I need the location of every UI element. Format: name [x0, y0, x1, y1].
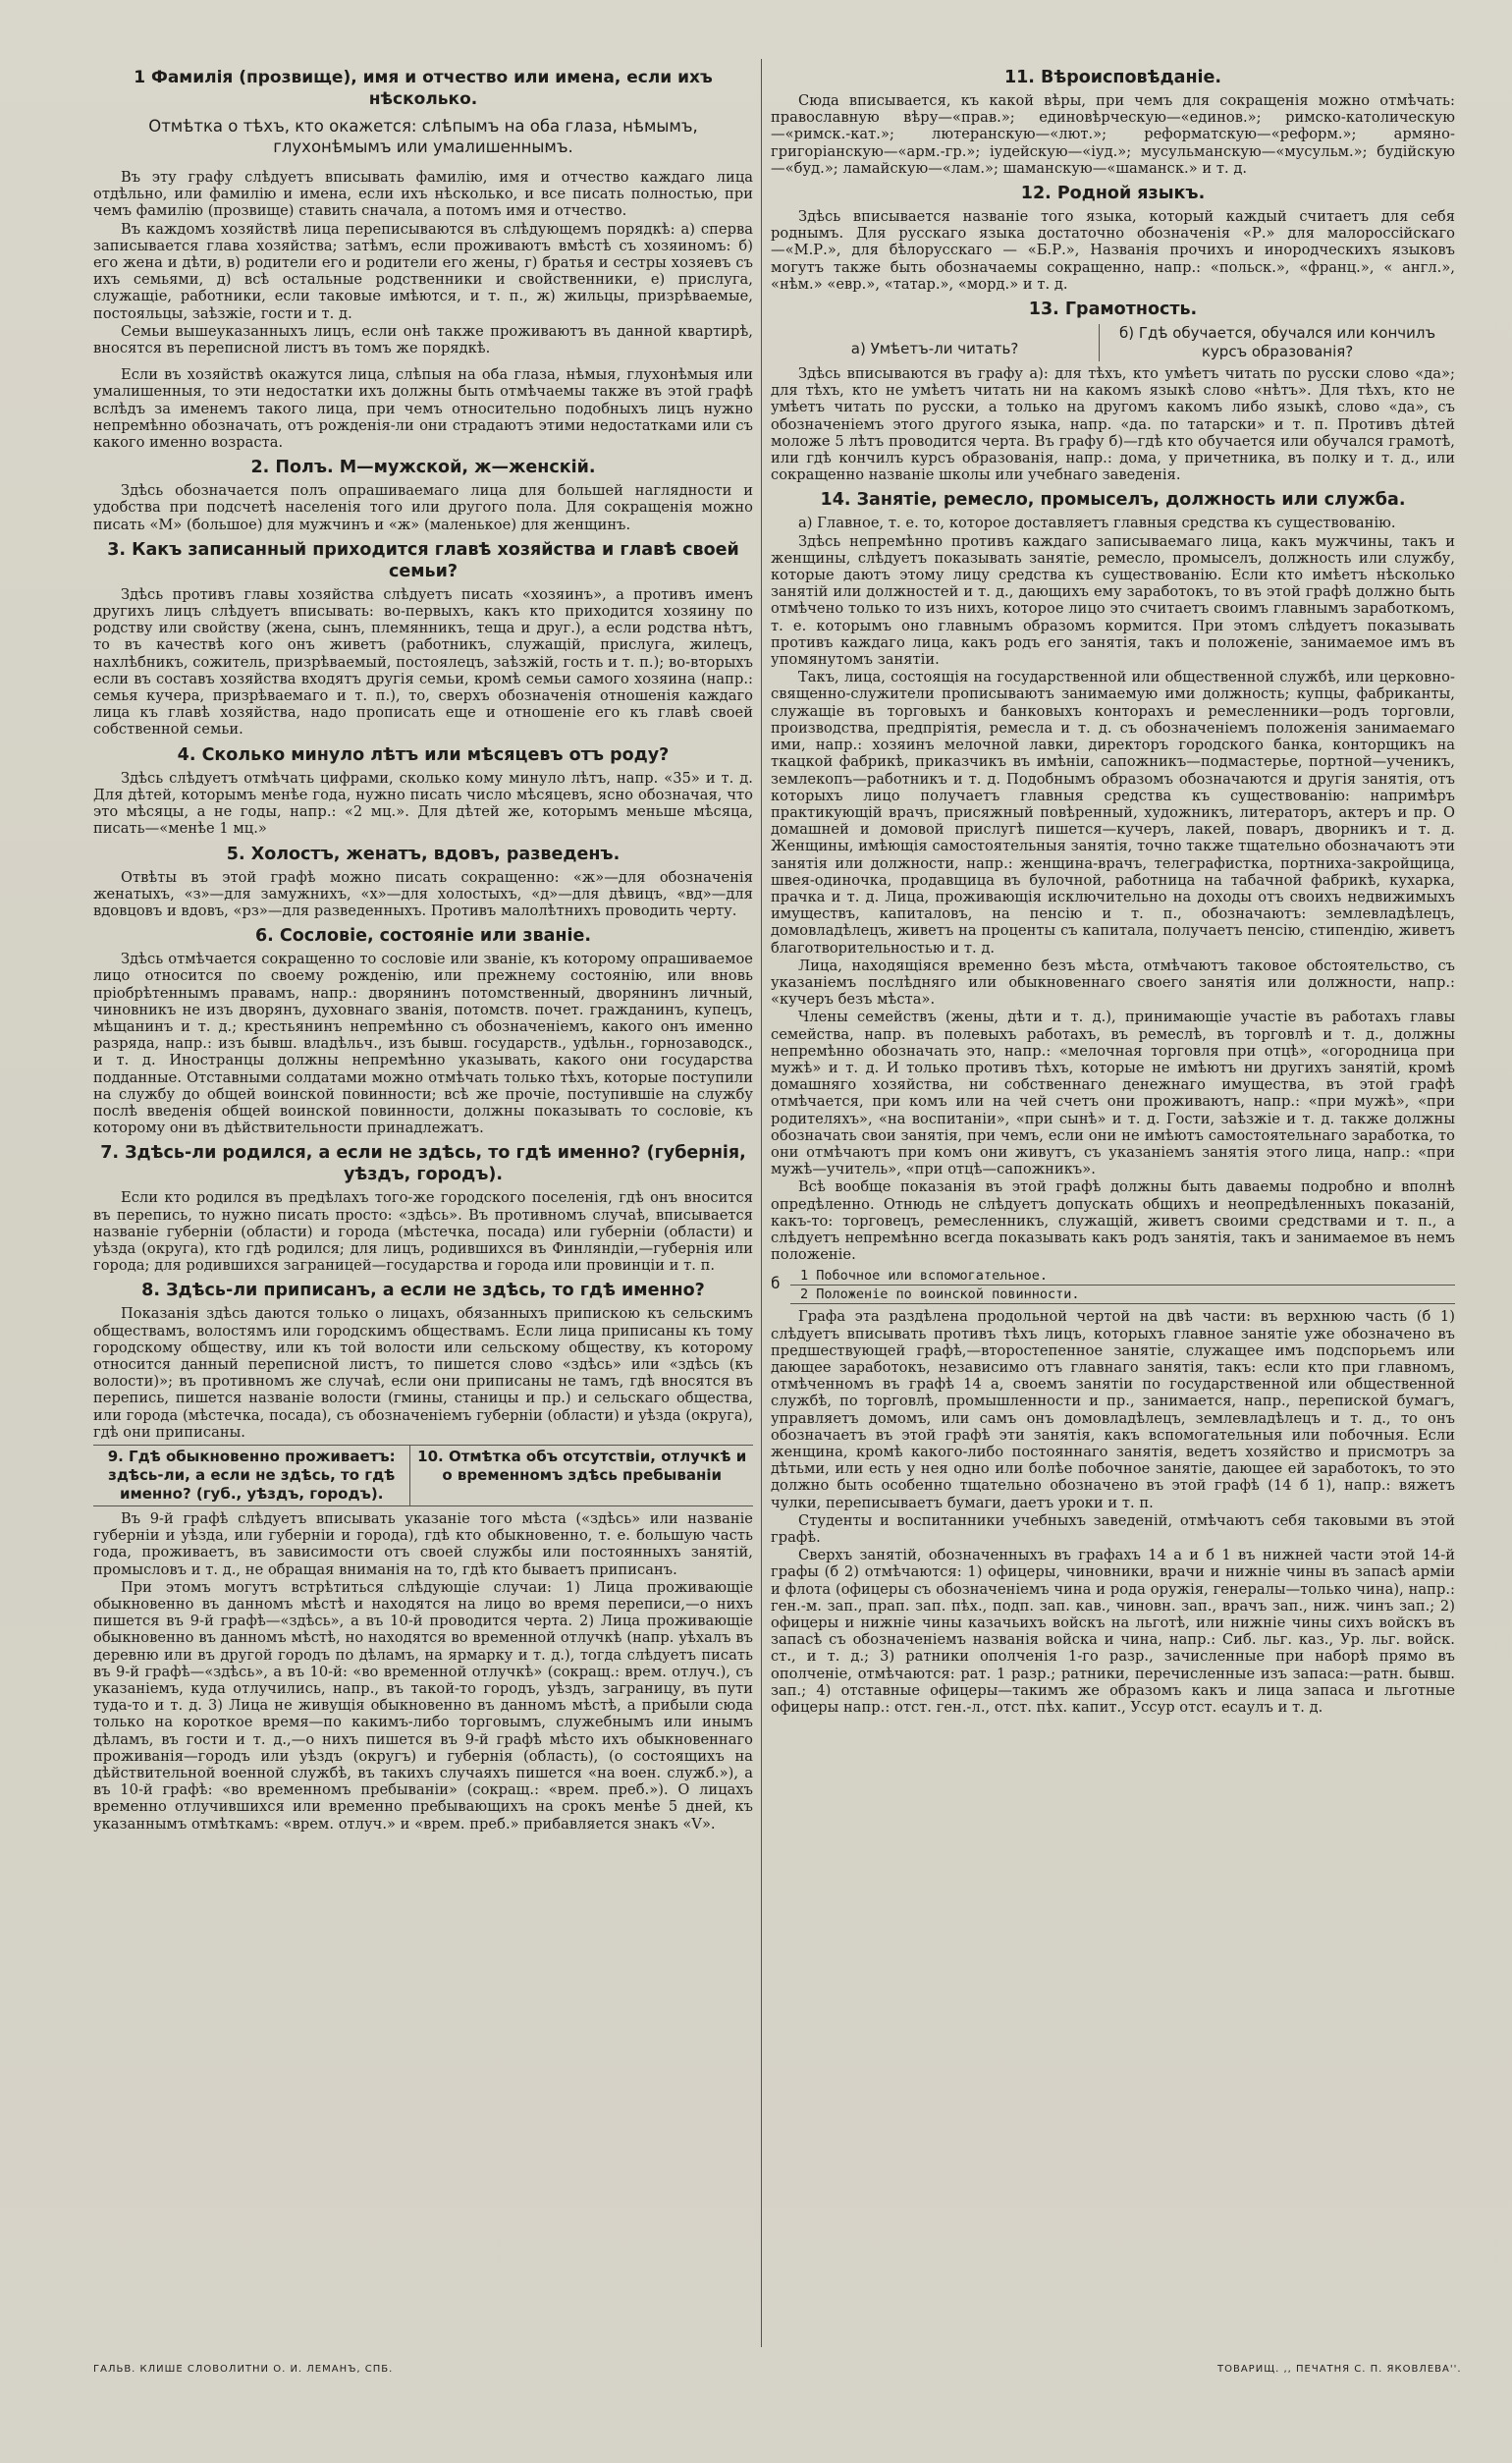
section-1-subtitle: Отмѣтка о тѣхъ, кто окажется: слѣпымъ на оба глаза, нѣмымъ, глухонѣмымъ или умалишеннымъ. [148, 117, 698, 156]
box-line-2: 2 Положеніе по воинской повинности. [790, 1286, 1455, 1304]
box-letter: б [771, 1274, 781, 1293]
paragraph: Такъ, лица, состоящія на государственной или общественной службѣ, или церковно-священно-служители прописываютъ занимаемую ими должность; купцы, фабриканты, служащіе въ торговыхъ и банковыхъ конторахъ и ремесленники—родъ торговли, производства, предпріятія, ремесла и т. д. съ обозначеніемъ положенія занимаемаго ими, напр.: хозяинъ мелочной лавки, директоръ городского банка, конторщикъ на ткацкой фабрикѣ, приказчикъ въ имѣніи, сапожникъ—подмастерье, портной—ученикъ, землекопъ—работникъ и т. д. Подобнымъ образомъ обозначаются и другія занятія, отъ которыхъ лицо получаетъ главныя средства къ существованію: напримѣръ практикующій врачъ, присяжный повѣренный, художникъ, литераторъ, актеръ и пр. О домашней и домовой прислугѣ пишется—кучеръ, лакей, поваръ, дворникъ и т. д. Женщины, имѣющія самостоятельныя занятія, точно также тщательно обозначаютъ эти занятія или должности, напр.: женщина-врачъ, телеграфистка, портниха-закройщица, швея-одиночка, продавщица въ булочной, работница на табачной фабрикѣ, кухарка, прачка и т. д. Лица, проживающія исключительно на доходы отъ своихъ недвижимыхъ имуществъ, капиталовъ, на пенсію и т. п., обозначаютъ: землевладѣлецъ, домовладѣлецъ, живетъ на проценты съ капитала, получаетъ пенсію, стипендію, живетъ благотворительностью и т. д. [771, 669, 1455, 957]
section-2-title: 2. Полъ. М—мужской, ж—женскій. [250, 458, 596, 478]
section-14-title: 14. Занятіе, ремесло, промыселъ, должность или служба. [820, 490, 1406, 511]
paragraph: Въ каждомъ хозяйствѣ лица переписываются въ слѣдующемъ порядкѣ: а) сперва записывается глава хозяйства; затѣмъ, если проживаютъ вмѣстѣ съ хозяиномъ: б) его жена и дѣти, в) родители его и родители его жены, г) братья и сестры хозяевъ съ ихъ семьями, д) всѣ остальные родственники и свойственники, е) прислуга, служащіе, работники, если таковые имѣются, и т. п., ж) жильцы, призрѣваемые, постояльцы, заѣзжіе, гости и т. д. [93, 220, 753, 322]
section-5-title: 5. Холостъ, женатъ, вдовъ, разведенъ. [226, 844, 621, 864]
left-column [93, 61, 753, 1833]
paragraph: Студенты и воспитанники учебныхъ заведеній, отмѣчаютъ себя таковыми въ этой графѣ. [771, 1511, 1455, 1547]
column-divider [761, 59, 762, 2347]
section-14b-box [771, 1267, 1455, 1304]
paragraph: Графа эта раздѣлена продольной чертой на двѣ части: въ верхнюю часть (б 1) слѣдуетъ вписывать противъ тѣхъ лицъ, которыхъ главное занятіе уже обозначено въ предшествующей графѣ,—второстепенное занятіе, служащее имъ подспорьемъ или дающее заработокъ, независимо отъ главнаго занятія, такъ: если кто при главномъ, отмѣченномъ въ графѣ 14 а, своемъ занятіи по государственной или общественной службѣ, по торговлѣ, промышленности и пр., занимается, напр., перепиской бумагъ, управляетъ домомъ, или самъ онъ домовладѣлецъ, землевладѣлецъ и т. д., то онъ обозначаетъ въ этой графѣ эти занятія, какъ вспомогательныя или побочныя. Если женщина, кромѣ какого-либо постояннаго занятія, ведетъ хозяйство и присмотръ за дѣтьми, или есть у нея одно или болѣе побочное занятіе, дающее ей заработокъ, то это должно быть особенно тщательно обозначено въ этой графѣ (14 б 1), напр.: вяжетъ чулки, переписываетъ бумаги, даетъ уроки и т. п. [771, 1308, 1455, 1511]
paragraph: Если кто родился въ предѣлахъ того-же городского поселенія, гдѣ онъ вносится въ перепись, то нужно писать просто: «здѣсь». Въ противномъ случаѣ, вписывается названіе губерніи (области) и города (мѣстечка, посада) или губерніи (области) и уѣзда (округа), кто гдѣ родился; для лицъ, родившихся въ Финляндіи,—губернія или города; для родившихся заграницей—государства и города или провинціи и т. п. [93, 1189, 753, 1275]
paragraph: Показанія здѣсь даются только о лицахъ, обязанныхъ припискою къ сельскимъ обществамъ, волостямъ или городскимъ обществамъ. Если лица приписаны къ тому городскому обществу, или къ той волости или сельскому обществу, къ которому относится данный переписной листъ, то пишется слово «здѣсь» или «здѣсь (къ волости)»; въ противномъ же случаѣ, если они приписаны не тамъ, гдѣ вносятся въ перепись, пишется названіе волости (гмины, станицы и пр.) и сельскаго общества, или города (мѣстечка, посада), съ обозначеніемъ губерніи (области) и уѣзда (округа), гдѣ они приписаны. [93, 1305, 753, 1441]
paragraph: Семьи вышеуказанныхъ лицъ, если онѣ также проживаютъ въ данной квартирѣ, вносятся въ переписной листъ въ томъ же порядкѣ. [93, 322, 753, 357]
section-11-title: 11. Вѣроисповѣданіе. [1003, 68, 1222, 87]
paragraph: Здѣсь вписываются въ графу а): для тѣхъ, кто умѣетъ читать по русски слово «да»; для тѣхъ, кто не умѣетъ читать ни на какомъ языкѣ слово «нѣтъ». Для тѣхъ, кто не умѣетъ читать по русски, а только на другомъ какомъ либо языкѣ, слово «да», съ обозначеніемъ этого другого языка, напр. «да. по татарски» и т. п. Противъ дѣтей моложе 5 лѣтъ проводится черта. Въ графу б)—гдѣ кто обучается или обучался грамотѣ, или гдѣ кончилъ курсъ образованія, напр.: дома, у причетника, въ полку и т. д., или сокращенно названіе школы или учебнаго заведенія. [771, 365, 1455, 484]
section-10-title: 10. Отмѣтка объ отсутствіи, отлучкѣ и о временномъ здѣсь пребываніи [417, 1447, 747, 1484]
paragraph: Если въ хозяйствѣ окажутся лица, слѣпыя на оба глаза, нѣмыя, глухонѣмыя или умалишенныя, то эти недостатки ихъ должны быть отмѣчаемы также въ этой графѣ вслѣдъ за именемъ такого лица, при чемъ относительно подобныхъ лицъ нужно непремѣнно обозначать, отъ рожденія-ли они страдаютъ этими недостатками или съ какого именно возраста. [93, 366, 753, 452]
section-9-title: 9. Гдѣ обыкновенно проживаетъ: здѣсь-ли, а если не здѣсь, то гдѣ именно? (губ., уѣздъ, городъ). [93, 1446, 410, 1505]
paragraph: Въ 9-й графѣ слѣдуетъ вписывать указаніе того мѣста («здѣсь» или названіе губерніи и уѣзда, или губерніи и города), гдѣ кто обыкновенно, т. е. большую часть года, проживаетъ, въ зависимости отъ своей службы или постоянныхъ занятій, промысловъ и т. д., не обращая вниманія на то, гдѣ кто бываетъ приписанъ. [93, 1509, 753, 1578]
literacy-col-b: б) Гдѣ обучается, обучался или кончилъ курсъ образованія? [1099, 324, 1455, 361]
section-4-title: 4. Сколько минуло лѣтъ или мѣсяцевъ отъ роду? [177, 744, 670, 765]
box-line-1: 1 Побочное или вспомогательное. [790, 1267, 1455, 1286]
paragraph: а) Главное, т. е. то, которое доставляетъ главныя средства къ существованію. [798, 515, 1396, 532]
section-12-title: 12. Родной языкъ. [1020, 184, 1206, 204]
paragraph: Здѣсь отмѣчается сокращенно то сословіе или званіе, къ которому опрашиваемое лицо относится по своему рожденію, или прежнему состоянію, или вновь пріобрѣтеннымъ правамъ, напр.: дворянинъ потомственный, дворянинъ личный, чиновникъ не изъ дворянъ, духовнаго званія, потомств. почет. гражданинъ, купецъ, мѣщанинъ и т. д.; крестьянинъ непремѣнно съ обозначеніемъ, какого онъ именно разряда, напр.: изъ бывш. владѣльч., изъ бывш. государств., удѣльн., горнозаводск., и т. д. Иностранцы должны непремѣнно указывать, какого они государства подданные. Отставными солдатами можно отмѣчать только тѣхъ, которые поступили на службу до общей воинской повинности; всѣ же прочіе, поступившіе на службу послѣ введенія общей воинской повинности, должны показывать то сословіе, къ которому они въ дѣйствительности принадлежатъ. [93, 951, 753, 1137]
section-13-title: 13. Грамотность. [1028, 300, 1198, 320]
section-3-title: 3. Какъ записанный приходится главѣ хозяйства и главѣ своей семьи? [107, 539, 739, 581]
section-9-10-header [93, 1445, 753, 1506]
paragraph: Здѣсь вписывается названіе того языка, который каждый считаетъ для себя роднымъ. Для русскаго языка достаточно обозначенія «Р.» для малороссійскаго—«М.Р.», для бѣлорусскаго — «Б.Р.», Названія прочихъ и инородческихъ языковъ могутъ также быть обозначаемы сокращенно, напр.: «польск.», «франц.», « англ.», «нѣм.» «евр.», «татар.», «морд.» и т. д. [771, 208, 1455, 293]
paragraph: Въ эту графу слѣдуетъ вписывать фамилію, имя и отчество каждаго лица отдѣльно, или фамилію и имена, если ихъ нѣсколько, и все писать полностью, при чемъ фамилію (прозвище) ставить сначала, а потомъ имя и отчество. [93, 169, 753, 220]
paragraph: Члены семействъ (жены, дѣти и т. д.), принимающіе участіе въ работахъ главы семейства, напр. въ полевыхъ работахъ, въ ремеслѣ, въ торговлѣ и т. д., должны непремѣнно обозначать это, напр.: «мелочная торговля при отцѣ», «огородница при мужѣ» и т. д. И только противъ тѣхъ, которые не имѣютъ ни другихъ занятій, кромѣ домашняго хозяйства, ни собственнаго денежнаго имущества, въ этой графѣ отмѣчается, при комъ или на чей счетъ они проживаютъ, напр.: «при мужѣ», «при родителяхъ», «на воспитаніи», «при сынѣ» и т. д. Гости, заѣзжіе и т. д. также должны обозначать свои занятія, при чемъ, если они не имѣютъ самостоятельнаго заработка, то они отмѣчаютъ при комъ они живутъ, съ указаніемъ занятія этого лица, напр.: «при мужѣ—учитель», «при отцѣ—сапожникъ». [771, 1009, 1455, 1178]
paragraph: Здѣсь непремѣнно противъ каждаго записываемаго лица, какъ мужчины, такъ и женщины, слѣдуетъ показывать занятіе, ремесло, промыселъ, должность или службу, которые даютъ этому лицу средства къ существованію. Если кто имѣетъ нѣсколько занятій или должностей и т. д., дающихъ ему заработокъ, то въ этой графѣ должно быть отмѣчено только то изъ нихъ, которое лицо это считаетъ своимъ главнымъ заработкомъ, т. е. которымъ оно главнымъ образомъ кормится. При этомъ слѣдуетъ показывать противъ каждаго лица, какъ родъ его занятія, такъ и положеніе, занимаемое имъ въ упомянутомъ занятіи. [771, 532, 1455, 669]
paragraph: Отвѣты въ этой графѣ можно писать сокращенно: «ж»—для обозначенія женатыхъ, «з»—для замужнихъ, «х»—для холостыхъ, «д»—для дѣвицъ, «вд»—для вдовцовъ и вдовъ, «рз»—для разведенныхъ. Противъ малолѣтнихъ проводить черту. [93, 868, 753, 919]
section-6-title: 6. Сословіе, состояніе или званіе. [255, 926, 591, 947]
section-8-title: 8. Здѣсь-ли приписанъ, а если не здѣсь, то гдѣ именно? [141, 1281, 705, 1301]
printer-imprint-right: ТОВАРИЩ. ,, ПЕЧАТНЯ С. П. ЯКОВЛЕВА''. [1217, 2364, 1462, 2375]
right-column [771, 61, 1455, 1716]
paragraph: Здѣсь противъ главы хозяйства слѣдуетъ писать «хозяинъ», а противъ именъ другихъ лицъ слѣдуетъ вписывать: во-первыхъ, какъ кто приходится хозяину по родству или свойству (жена, сынъ, племянникъ, теща и друг.), а если родства нѣтъ, то въ качествѣ кого онъ живетъ (работникъ, служащій, прислуга, жилецъ, нахлѣбникъ, сожитель, призрѣваемый, постоялецъ, заѣзжій, гость и т. п.); во-вторыхъ если въ составъ хозяйства входятъ другія семьи, кромѣ семьи самого хозяина (напр.: семья кучера, призрѣваемаго и т. п.), то, сверхъ обозначенія отношенія каждаго лица къ главѣ хозяйства, надо прописать еще и отношеніе его къ главѣ своей собственной семьи. [93, 585, 753, 739]
paragraph: Сюда вписывается, къ какой вѣры, при чемъ для сокращенія можно отмѣчать: православную вѣру—«прав.»; единовѣрческую—«единов.»; римско-католическую—«римск.-кат.»; лютеранскую—«лют.»; реформатскую—«реформ.»; армяно-григоріанскую—«арм.-гр.»; іудейскую—«іуд.»; мусульманскую—«мусульм.»; будійскую—«буд.»; ламайскую—«лам.»; шаманскую—«шаманск.» и т. д. [771, 92, 1455, 177]
section-1-title: 1 Фамилія (прозвище), имя и отчество или имена, если ихъ нѣсколько. [134, 68, 713, 109]
printer-imprint-left: ГАЛЬВ. КЛИШЕ СЛОВОЛИТНИ О. И. ЛЕМАНЪ, СПБ. [93, 2364, 394, 2375]
section-7-title: 7. Здѣсь-ли родился, а если не здѣсь, то гдѣ именно? (губернія, уѣздъ, городъ). [100, 1143, 746, 1185]
paragraph: Сверхъ занятій, обозначенныхъ въ графахъ 14 а и б 1 въ нижней части этой 14-й графы (б 2) отмѣчаются: 1) офицеры, чиновники, врачи и нижніе чины въ запасѣ арміи и флота (офицеры съ обозначеніемъ чина и рода оружія, генералы—только чина), напр.: ген.-м. зап., прап. зап. пѣх., подп. зап. кав., чиновн. зап., врачъ зап., ниж. чинъ зап.; 2) офицеры и нижніе чины казачьихъ войскъ на льготѣ, или нижніе чины сихъ войскъ въ запасѣ съ обозначеніемъ названія войска и чина, напр.: Сиб. льг. каз., Ур. льг. войск. ст., и т. д.; 3) ратники ополченія 1-го разр., зачисленные при наборѣ прямо въ ополченіе, отмѣчаются: рат. 1 разр.; ратники, перечисленные изъ запаса:—ратн. бывш. зап.; 4) отставные офицеры—такимъ же образомъ какъ и лица запаса и льготные офицеры напр.: отст. ген.-л., отст. пѣх. капит., Уссур отст. есаулъ и т. д. [771, 1547, 1455, 1717]
paragraph: При этомъ могутъ встрѣтиться слѣдующіе случаи: 1) Лица проживающіе обыкновенно въ данномъ мѣстѣ и находятся на лицо во время переписи,—о нихъ пишется въ 9-й графѣ—«здѣсь», а въ 10-й проводится черта. 2) Лица проживающіе обыкновенно въ данномъ мѣстѣ, но находятся во временной отлучкѣ (напр. уѣхалъ въ деревню или въ другой городъ по дѣламъ, на ярмарку и т. д.), тогда слѣдуетъ писать въ 9-й графѣ—«здѣсь», а въ 10-й: «во временной отлучкѣ» (сокращ.: врем. отлуч.), съ указаніемъ, куда отлучились, напр., въ такой-то городъ, уѣздъ, заграницу, въ пути туда-то и т. д. 3) Лица не живущія обыкновенно въ данномъ мѣстѣ, а прибыли сюда только на короткое время—по какимъ-либо торговымъ, служебнымъ или инымъ дѣламъ, въ гости и т. д.,—о нихъ пишется въ 9-й графѣ мѣсто ихъ обыкновеннаго проживанія—городъ или уѣздъ (округъ) и губернія (область), (о состоящихъ на дѣйствительной военной службѣ, въ такихъ случаяхъ пишется «на воен. служб.»), а въ 10-й графѣ: «во временномъ пребываніи» (сокращ.: «врем. преб.»). О лицахъ временно отлучившихся или временно пребывающихъ на срокъ менѣе 5 дней, къ указаннымъ отмѣткамъ: «врем. отлуч.» и «врем. преб.» прибавляется знакъ «V». [93, 1578, 753, 1833]
section-13-columns [771, 324, 1455, 361]
paragraph: Лица, находящіяся временно безъ мѣста, отмѣчаютъ таковое обстоятельство, съ указаніемъ послѣдняго или обыкновеннаго своего занятія или должности, напр.: «кучеръ безъ мѣста». [771, 957, 1455, 1009]
literacy-col-a: а) Умѣетъ-ли читать? [850, 340, 1019, 358]
paragraph: Здѣсь обозначается полъ опрашиваемаго лица для большей наглядности и удобства при подсчетѣ населенія того или другого пола. Для сокращенія можно писать «М» (большое) для мужчинъ и «ж» (маленькое) для женщинъ. [93, 482, 753, 533]
paragraph: Здѣсь слѣдуетъ отмѣчать цифрами, сколько кому минуло лѣтъ, напр. «35» и т. д. Для дѣтей, которымъ менѣе года, нужно писать число мѣсяцевъ, ясно обозначая, что это мѣсяцы, а не годы, напр.: «2 мц.». Для дѣтей же, которымъ меньше мѣсяца, писать—«менѣе 1 мц.» [93, 769, 753, 838]
paragraph: Всѣ вообще показанія въ этой графѣ должны быть даваемы подробно и вполнѣ опредѣленно. Отнюдь не слѣдуетъ допускать общихъ и неопредѣленныхъ показаній, какъ-то: торговецъ, ремесленникъ, служащій, живетъ своими средствами и т. п., а слѣдуетъ непремѣнно всегда показывать какъ родъ занятія, такъ и занимаемое въ немъ положеніе. [771, 1178, 1455, 1264]
